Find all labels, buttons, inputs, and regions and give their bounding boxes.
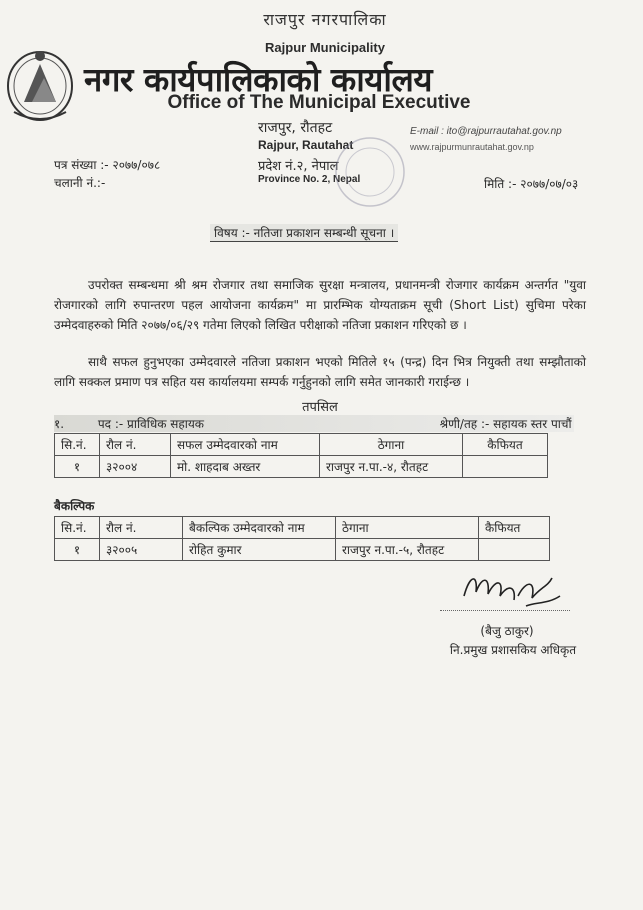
cell-address: राजपुर न.पा.-५, रौतहट [336, 539, 479, 561]
post-title: पद :- प्राविधिक सहायक [97, 417, 205, 431]
municipality-logo [4, 42, 76, 128]
col-address: ठेगाना [320, 434, 463, 456]
post-row [54, 415, 574, 432]
col-remarks: कैफियत [479, 517, 550, 539]
letter-date: मिति :- २०७७/०७/०३ [484, 177, 579, 191]
website-address: www.rajpurmunrautahat.gov.np [410, 142, 534, 152]
table-row [55, 539, 550, 561]
cell-remarks [479, 539, 550, 561]
body-paragraph-2: साथै सफल हुनुभएका उम्मेदवारले नतिजा प्रकाशन भएको मितिले १५ (पन्द्र) दिन भित्र नियुक्ती तथा सम्झौताको लागि सक्कल प्रमाण पत्र सहित यस कार्यालयमा सम्पर्क गर्नुहुनको लागि समेत जानकारी गराईन्छ । [54, 355, 586, 389]
cell-remarks [463, 456, 548, 478]
dispatch-number: चलानी नं.:- [54, 176, 106, 190]
email-address: E-mail : ito@rajpurrautahat.gov.np [410, 126, 562, 137]
office-title-np: नगर कार्यपालिकाको कार्यालय [84, 60, 432, 99]
col-roll: रौल नं. [100, 517, 183, 539]
signatory-title: नि.प्रमुख प्रशासकिय अधिकृत [449, 643, 577, 657]
post-number: १. [54, 417, 65, 431]
col-remarks: कैफियत [463, 434, 548, 456]
province-en: Province No. 2, Nepal [258, 174, 361, 185]
body-paragraph-1: उपरोक्त सम्बन्धमा श्री श्रम रोजगार तथा समाजिक सुरक्षा मन्त्रालय, प्रधानमन्त्री रोजगार कार्यक्रम अन्तर्गत "युवा रोजगारको लागि रुपान्तरण पहल आयोजना कार्यक्रम" मा प्रारम्भिक योग्यताक्रम सूची (Short List) सुचिमा परेका उम्मेदवाहरुको मिति २०७७/०६/२९ गतेमा लिएको लिखित परीक्षाको नतिजा प्रकाशन गरिएको छ । [54, 278, 586, 332]
municipality-name-en: Rajpur Municipality [265, 40, 385, 55]
office-stamp [330, 132, 410, 212]
col-sn: सि.नं. [55, 434, 100, 456]
table-header-row [55, 434, 548, 456]
col-address: ठेगाना [336, 517, 479, 539]
reference-number: पत्र संख्या :- २०७७/०७८ [54, 158, 161, 172]
office-title-en: Office of The Municipal Executive [167, 92, 471, 113]
cell-sn: १ [55, 539, 100, 561]
col-name: सफल उम्मेदवारको नाम [171, 434, 320, 456]
col-name: बैकल्पिक उम्मेदवारको नाम [183, 517, 336, 539]
cell-roll: ३२००४ [100, 456, 171, 478]
alternate-heading: बैकल्पिक [54, 499, 95, 513]
signatory-name: (बैजु ठाकुर) [480, 624, 534, 638]
table-row [55, 456, 548, 478]
col-sn: सि.नं. [55, 517, 100, 539]
alternate-candidates-table [54, 516, 550, 561]
address-en: Rajpur, Rautahat [258, 138, 354, 152]
cell-address: राजपुर न.पा.-४, रौतहट [320, 456, 463, 478]
cell-roll: ३२००५ [100, 539, 183, 561]
details-heading: तपसिल [302, 400, 338, 415]
handwritten-signature [456, 566, 566, 616]
province-np: प्रदेश नं.२, नेपाल [258, 159, 339, 174]
successful-candidates-table [54, 433, 548, 478]
cell-name: मो. शाहदाब अख्तर [171, 456, 320, 478]
cell-sn: १ [55, 456, 100, 478]
cell-name: रोहित कुमार [183, 539, 336, 561]
col-roll: रौल नं. [100, 434, 171, 456]
subject-line: विषय :- नतिजा प्रकाशन सम्बन्धी सूचना । [210, 224, 398, 242]
signature-line [440, 610, 570, 611]
post-level: श्रेणी/तह :- सहायक स्तर पाचौं [439, 417, 572, 431]
table-header-row [55, 517, 550, 539]
address-np: राजपुर, रौतहट [258, 120, 333, 136]
municipality-name-np: राजपुर नगरपालिका [263, 10, 387, 29]
